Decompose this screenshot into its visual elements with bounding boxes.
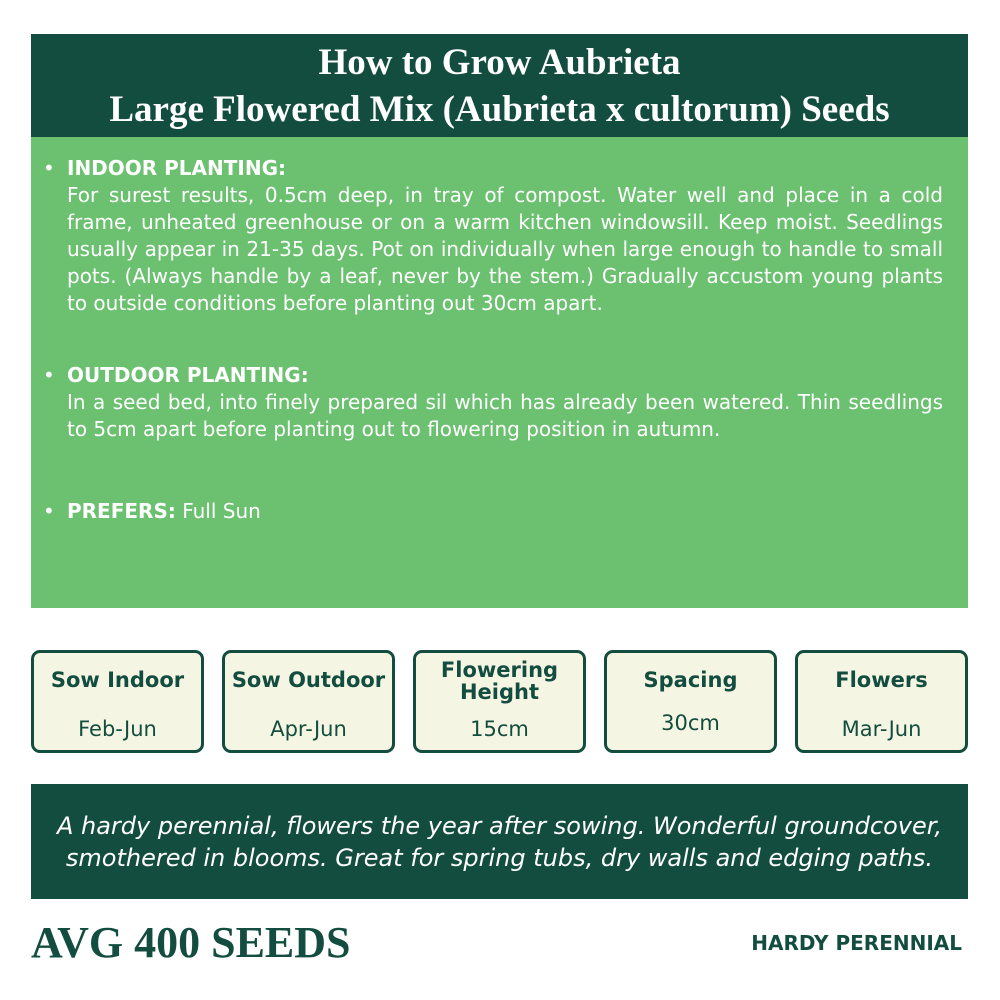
title-line-2: Large Flowered Mix (Aubrieta x cultorum) Seeds xyxy=(109,88,890,130)
title-banner xyxy=(31,34,968,137)
outdoor-planting-item xyxy=(43,362,943,443)
card-value: 15cm xyxy=(470,717,529,741)
outdoor-planting-heading: OUTDOOR PLANTING: xyxy=(67,363,309,387)
card-title: Sow Outdoor xyxy=(231,668,386,692)
title-line-1: How to Grow Aubrieta xyxy=(318,41,681,83)
instructions-panel xyxy=(31,137,968,608)
description-banner xyxy=(31,784,968,899)
indoor-planting-item xyxy=(43,155,943,317)
bullet-icon: • xyxy=(43,499,55,523)
card-flowers xyxy=(795,650,968,753)
indoor-planting-heading: INDOOR PLANTING: xyxy=(67,156,287,180)
card-value: Feb-Jun xyxy=(78,717,157,741)
card-value: Apr-Jun xyxy=(270,717,347,741)
card-value: Mar-Jun xyxy=(841,717,922,741)
bullet-icon: • xyxy=(43,156,55,180)
description-text: A hardy perennial, flowers the year after sowing. Wonderful groundcover, smothered in blooms. Great for spring tubs, dry walls and edging paths. xyxy=(56,811,943,872)
card-sow-indoor xyxy=(31,650,204,753)
card-title: Flowering Height xyxy=(440,658,559,704)
plant-type: HARDY PERENNIAL xyxy=(751,931,962,955)
card-title: Spacing xyxy=(643,668,738,692)
indoor-planting-text: For surest results, 0.5cm deep, in tray of compost. Water well and place in a cold frame, unheated greenhouse or on a warm kitchen windowsill. Keep moist. Seedlings usually appear in 21-35 days. Pot on individually when large enough to handle to small pots. (Always handle by a leaf, never by the stem.) Gradually accustom young plants to outside conditions before planting out 30cm apart. xyxy=(67,183,943,315)
card-value: 30cm xyxy=(661,711,720,735)
outdoor-planting-text: In a seed bed, into finely prepared sil which has already been watered. Thin seedlings to 5cm apart before planting out to flowering position in autumn. xyxy=(67,390,943,441)
bullet-icon: • xyxy=(43,363,55,387)
info-cards xyxy=(31,650,968,753)
prefers-value: Full Sun xyxy=(175,499,261,523)
card-sow-outdoor xyxy=(222,650,395,753)
seed-count: AVG 400 SEEDS xyxy=(31,918,351,967)
card-flowering-height xyxy=(413,650,586,753)
card-spacing xyxy=(604,650,777,753)
card-title: Sow Indoor xyxy=(50,668,185,692)
prefers-heading: PREFERS: xyxy=(67,499,176,523)
prefers-item xyxy=(43,498,943,525)
card-title: Flowers xyxy=(835,668,928,692)
